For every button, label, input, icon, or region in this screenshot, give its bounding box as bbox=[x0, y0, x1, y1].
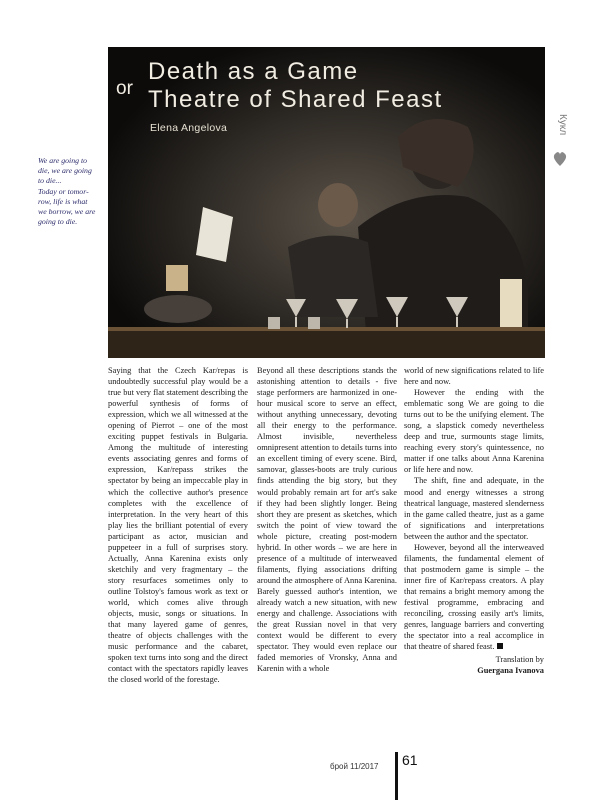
paragraph: The shift, fine and adequate, in the mood and energy witnesses a strong theatrical language, mastered slenderness in the game called theatre, just as a game of significations and interpretations between the author and the spectator. bbox=[404, 476, 544, 541]
end-mark-icon bbox=[497, 643, 503, 649]
epigraph-line: We are going to bbox=[38, 156, 88, 165]
epigraph-line: to die... bbox=[38, 176, 62, 186]
epigraph-line: row, life is what bbox=[38, 196, 88, 206]
paragraph-text: However, beyond all the interweaved filaments, the fundamental element of that postmodern game is simple – the inner fire of Kar/repass creators. A play that remains a bright memory among the festival programme, embracing and reconciling, crossing easily art's limits, genres, language barriers and converting the spectator into a real accomplice in that theatre of shared feast. bbox=[404, 542, 544, 652]
footer-divider bbox=[395, 752, 398, 800]
paragraph: Beyond all these descriptions stands the astonishing attention to details - five stage performers are harmonized in one-hour musical score to serve an effect, without anything unnecessary, devoting all their energy to the performance. Almost invisible, nevertheless omnipresent attention to details turns into an excellent timing of every scene. Bird, samovar, glasses-boots are truly curious finds attending the big story, but they would probably remain art for art's sake if they had been slightly longer. Being short they are present as sketches, which switch the point of view toward the whole picture, creating post-modern hybrid. In other words – we are here in presence of a multitude of interweaved filaments, flying associations drifting around the atmosphere of Anna Karenina. Barely guessed author's intention, we already watch a new situation, with new energy and challenge. Associations with the great Russian novel in that very context would be different to every spectator. They would even replace our faded memories of Vronsky, Anna and Karenin with a whole bbox=[257, 366, 397, 674]
epigraph-line: we borrow, we are bbox=[38, 207, 96, 217]
article-column-1 bbox=[108, 365, 248, 685]
article-column-3 bbox=[404, 365, 544, 676]
epigraph-line: Today or tomor- bbox=[38, 186, 89, 196]
epigraph-line: die, we are going bbox=[38, 166, 92, 176]
epigraph-line: going to die. bbox=[38, 217, 78, 227]
issue-number: брой 11/2017 bbox=[330, 762, 379, 771]
paragraph: world of new significations related to life here and now. bbox=[404, 366, 544, 387]
title-line-2: Theatre of Shared Feast bbox=[148, 86, 443, 113]
author-name: Elena Angelova bbox=[150, 122, 228, 134]
translation-credit-label: Translation by bbox=[495, 655, 544, 665]
title-or: or bbox=[116, 78, 133, 99]
paragraph: However the ending with the emblematic song We are going to die turns out to be the unifying element. The song, a slapstick comedy nevertheless deep and true, surmounts stage limits, reaching every story's quintessence, no matter if one talks about Anna Karenina or life here and now. bbox=[404, 388, 544, 475]
paragraph bbox=[404, 542, 544, 652]
side-logo-text: Кукл bbox=[557, 114, 568, 136]
heart-icon bbox=[554, 152, 566, 166]
page-number: 61 bbox=[402, 752, 418, 768]
paragraph: Saying that the Czech Kar/repas is undoubtedly successful play would be a true but very flat statement describing the powerful synthesis of forms of expression, which we all witnessed at the opening of Pierrot – one of the most exciting puppet festivals in Bulgaria. Among the multitude of interesting events associating genres and forms of expression, Kar/repass strikes the spectator by being an impeccable play in which the collective author's presence completes with the excellence of interpretation. In the very heart of this play lies the brilliant potential of every participant as actor, musician and puppeteer in a full of surprises story. Actually, Anna Karenina exists only sketchily and very fragmentary – the story resurfaces sometimes only to outline Tolstoy's famous work as text or world, which comes alive through objects, music, songs or situations. In that many layered game of genres, theatre of objects challenges with the music performance and the cabaret, spoken text turns into song and the direct contact with the spectators rapidly leaves the closed world of the forestage. bbox=[108, 366, 248, 685]
article-column-2 bbox=[257, 365, 397, 674]
magazine-side-logo bbox=[550, 110, 570, 200]
epigraph bbox=[38, 156, 108, 227]
translator-name: Guergana Ivanova bbox=[477, 666, 544, 676]
title-line-1: Death as a Game bbox=[148, 58, 359, 85]
